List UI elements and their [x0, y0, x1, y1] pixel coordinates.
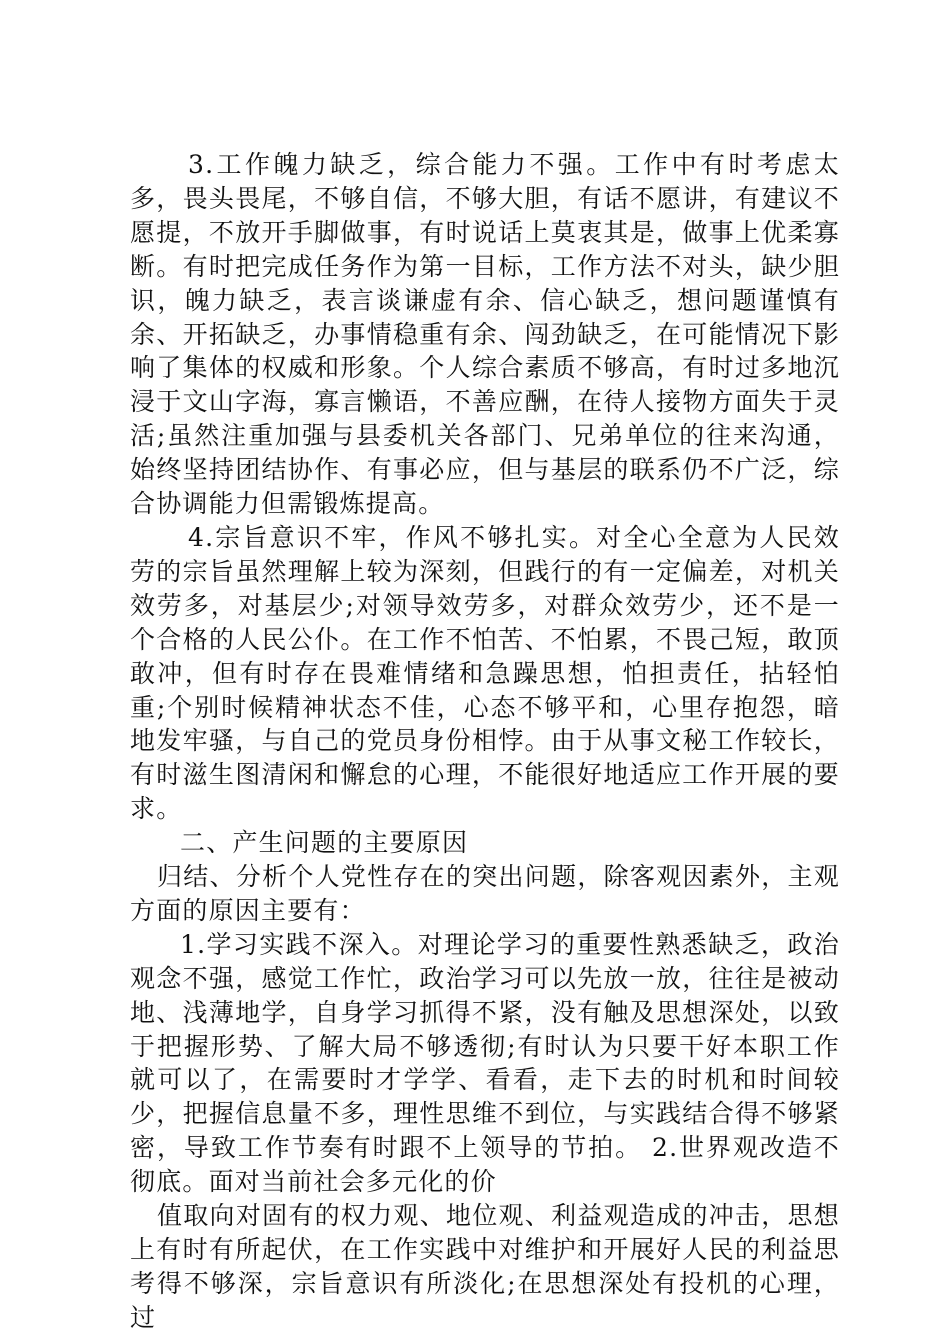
paragraph-cause-1: 1.学习实践不深入。对理论学习的重要性熟悉缺乏，政治观念不强，感觉工作忙，政治学习可以先放一放，往往是被动地、浅薄地学，自身学习抓得不紧，没有触及思想深处，以致于把握形势、了解大局不够透彻;有时认为只要干好本职工作就可以了，在需要时才学学、看看，走下去的时机和时间较少，把握信息量不多，理性思维不到位，与实践结合得不够紧密，导致工作节奏有时跟不上领导的节拍。 2.世界观改造不彻底。面对当前社会多元化的价: [130, 929, 840, 1197]
paragraph-item-3: 3.工作魄力缺乏，综合能力不强。工作中有时考虑太多，畏头畏尾，不够自信，不够大胆，有话不愿讲，有建议不愿提，不放开手脚做事，有时说话上莫衷其是，做事上优柔寡断。有时把完成任务作为第一目标，工作方法不对头，缺少胆识，魄力缺乏，表言谈谦虚有余、信心缺乏，想问题谨慎有余、开拓缺乏，办事情稳重有余、闯劲缺乏，在可能情况下影响了集体的权威和形象。个人综合素质不够高，有时过多地沉浸于文山字海，寡言懒语，不善应酬，在待人接物方面失于灵活;虽然注重加强与县委机关各部门、兄弟单位的往来沟通，始终坚持团结协作、有事必应，但与基层的联系仍不广泛，综合协调能力但需锻炼提高。: [130, 150, 840, 519]
section-heading: 二、产生问题的主要原因: [180, 828, 469, 858]
paragraph-summary: 归结、分析个人党性存在的突出问题，除客观因素外，主观方面的原因主要有：: [130, 862, 840, 925]
document-body: [130, 148, 840, 1335]
paragraph-cause-continued: 值取向对固有的权力观、地位观、利益观造成的冲击，思想上有时有所起伏，在工作实践中对维护和开展好人民的利益思考得不够深，宗旨意识有所淡化;在思想深处有投机的心理，过: [130, 1201, 840, 1332]
paragraph-item-4: 4.宗旨意识不牢，作风不够扎实。对全心全意为人民效劳的宗旨虽然理解上较为深刻，但践行的有一定偏差，对机关效劳多，对基层少;对领导效劳多，对群众效劳少，还不是一个合格的人民公仆。在工作不怕苦、不怕累，不畏己短，敢顶敢冲，但有时存在畏难情绪和急躁思想，怕担责任，拈轻怕重;个别时候精神状态不佳，心态不够平和，心里存抱怨，暗地发牢骚，与自己的党员身份相悖。由于从事文秘工作较长，有时滋生图清闲和懈怠的心理，不能很好地适应工作开展的要求。: [130, 522, 840, 824]
